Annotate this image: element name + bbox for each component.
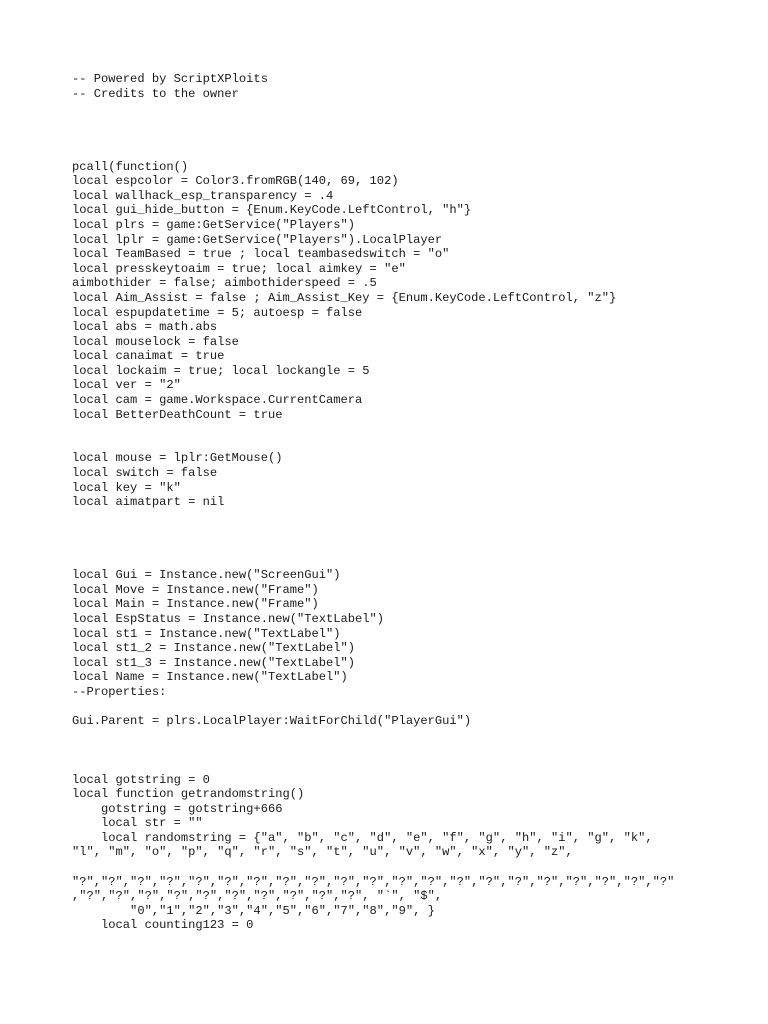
code-line: local wallhack_esp_transparency = .4 — [72, 188, 334, 203]
code-line: local BetterDeathCount = true — [72, 407, 283, 422]
code-line — [72, 860, 752, 875]
code-line: local st1 = Instance.new("TextLabel") — [72, 626, 341, 641]
code-line: local presskeytoaim = true; local aimkey = "e" — [72, 261, 406, 276]
code-line: local function getrandomstring() — [72, 787, 305, 802]
code-line: local counting123 = 0 — [72, 918, 254, 933]
code-line: local Gui = Instance.new("ScreenGui") — [72, 568, 341, 583]
code-line — [72, 539, 752, 554]
code-line: local cam = game.Workspace.CurrentCamera — [72, 393, 363, 408]
code-line: local ver = "2" — [72, 378, 181, 393]
code-line: local TeamBased = true ; local teambasedswitch = "o" — [72, 247, 450, 262]
code-line: gotstring = gotstring+666 — [72, 801, 283, 816]
code-line — [72, 422, 752, 437]
code-line: local gotstring = 0 — [72, 772, 210, 787]
code-line: local str = "" — [72, 816, 203, 831]
code-line — [72, 130, 752, 145]
code-line: local Name = Instance.new("TextLabel") — [72, 670, 348, 685]
code-line: Gui.Parent = plrs.LocalPlayer:WaitForChild("PlayerGui") — [72, 714, 472, 729]
code-line: local gui_hide_button = {Enum.KeyCode.LeftControl, "h"} — [72, 203, 472, 218]
code-line: aimbothider = false; aimbothiderspeed = .5 — [72, 276, 377, 291]
code-line: local lplr = game:GetService("Players").LocalPlayer — [72, 232, 443, 247]
code-line: local EspStatus = Instance.new("TextLabel") — [72, 611, 385, 626]
code-line — [72, 554, 752, 569]
code-line: local abs = math.abs — [72, 320, 218, 335]
code-line — [72, 758, 752, 773]
code-line — [72, 729, 752, 744]
code-line: local plrs = game:GetService("Players") — [72, 217, 356, 232]
code-line: local st1_3 = Instance.new("TextLabel") — [72, 655, 356, 670]
code-line: local aimatpart = nil — [72, 495, 225, 510]
code-line: local canaimat = true — [72, 349, 225, 364]
code-line — [72, 524, 752, 539]
code-line: --Properties: — [72, 684, 167, 699]
code-line: local mouselock = false — [72, 334, 239, 349]
code-line: "?","?","?","?","?","?","?","?","?","?","?","?","?","?","?","?","?","?","?","?","?" — [72, 874, 675, 889]
code-line: pcall(function() — [72, 159, 189, 174]
code-line: local switch = false — [72, 466, 218, 481]
code-line: local lockaim = true; local lockangle = 5 — [72, 363, 370, 378]
code-line: local espcolor = Color3.fromRGB(140, 69, 102) — [72, 174, 399, 189]
code-line: local key = "k" — [72, 480, 181, 495]
code-line — [72, 437, 752, 452]
code-line: local Aim_Assist = false ; Aim_Assist_Key = {Enum.KeyCode.LeftControl, "z"} — [72, 290, 617, 305]
code-line: local st1_2 = Instance.new("TextLabel") — [72, 641, 356, 656]
code-line — [72, 743, 752, 758]
code-line: -- Powered by ScriptXPloits — [72, 72, 268, 86]
code-line — [72, 510, 752, 525]
code-listing — [72, 72, 752, 933]
code-line: local mouse = lplr:GetMouse() — [72, 451, 283, 466]
code-line: local espupdatetime = 5; autoesp = false — [72, 305, 363, 320]
code-line — [72, 700, 752, 715]
code-line: "l", "m", "o", "p", "q", "r", "s", "t", "u", "v", "w", "x", "y", "z", — [72, 845, 573, 860]
code-line: ,"?","?","?","?","?","?","?","?","?","?", "`", "$", — [72, 889, 443, 904]
code-line — [72, 116, 752, 131]
code-line: local Main = Instance.new("Frame") — [72, 597, 319, 612]
code-line: local Move = Instance.new("Frame") — [72, 582, 319, 597]
code-line: -- Credits to the owner — [72, 86, 239, 101]
code-line — [72, 101, 752, 116]
code-line: "0","1","2","3","4","5","6","7","8","9", } — [72, 903, 435, 918]
code-line: local randomstring = {"a", "b", "c", "d", "e", "f", "g", "h", "i", "g", "k", — [72, 830, 653, 845]
code-line — [72, 145, 752, 160]
